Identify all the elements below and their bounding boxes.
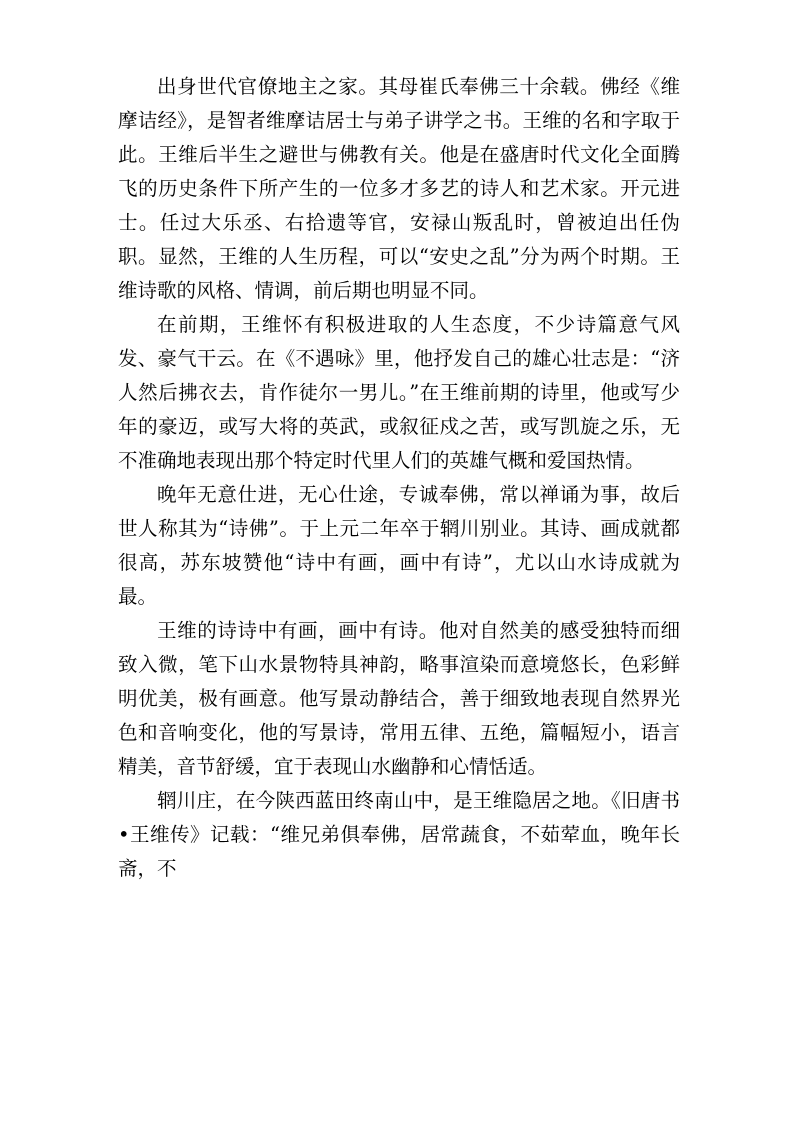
paragraph-3: 晚年无意仕进，无心仕途，专诚奉佛，常以禅诵为事，故后世人称其为“诗佛”。于上元二年卒于辋川别业。其诗、画成就都很高，苏东坡赞他“诗中有画，画中有诗”，尤以山水诗成就为最。	[118, 483, 680, 608]
paragraph-4: 王维的诗诗中有画，画中有诗。他对自然美的感受独特而细致入微，笔下山水景物特具神韵，略事渲染而意境悠长，色彩鲜明优美，极有画意。他写景动静结合，善于细致地表现自然界光色和音响变化，他的写景诗，常用五律、五绝，篇幅短小，语言精美，音节舒缓，宜于表现山水幽静和心情恬适。	[118, 619, 680, 778]
paragraph-2: 在前期，王维怀有积极进取的人生态度，不少诗篇意气风发、豪气干云。在《不遇咏》里，他抒发自己的雄心壮志是：“济人然后拂衣去，肯作徒尔一男儿。”在王维前期的诗里，他或写少年的豪迈，或写大将的英武，或叙征戍之苦，或写凯旋之乐，无不准确地表现出那个特定时代里人们的英雄气概和爱国热情。	[118, 313, 680, 472]
document-body	[118, 70, 680, 886]
paragraph-5: 辋川庄，在今陕西蓝田终南山中，是王维隐居之地。《旧唐书•王维传》记载：“维兄弟俱奉佛，居常蔬食，不茹荤血，晚年长斋，不	[118, 789, 680, 880]
paragraph-1: 出身世代官僚地主之家。其母崔氏奉佛三十余载。佛经《维摩诘经》，是智者维摩诘居士与弟子讲学之书。王维的名和字取于此。王维后半生之避世与佛教有关。他是在盛唐时代文化全面腾飞的历史条件下所产生的一位多才多艺的诗人和艺术家。开元进士。任过大乐丞、右拾遗等官，安禄山叛乱时，曾被迫出任伪职。显然，王维的人生历程，可以“安史之乱”分为两个时期。王维诗歌的风格、情调，前后期也明显不同。	[118, 75, 680, 302]
